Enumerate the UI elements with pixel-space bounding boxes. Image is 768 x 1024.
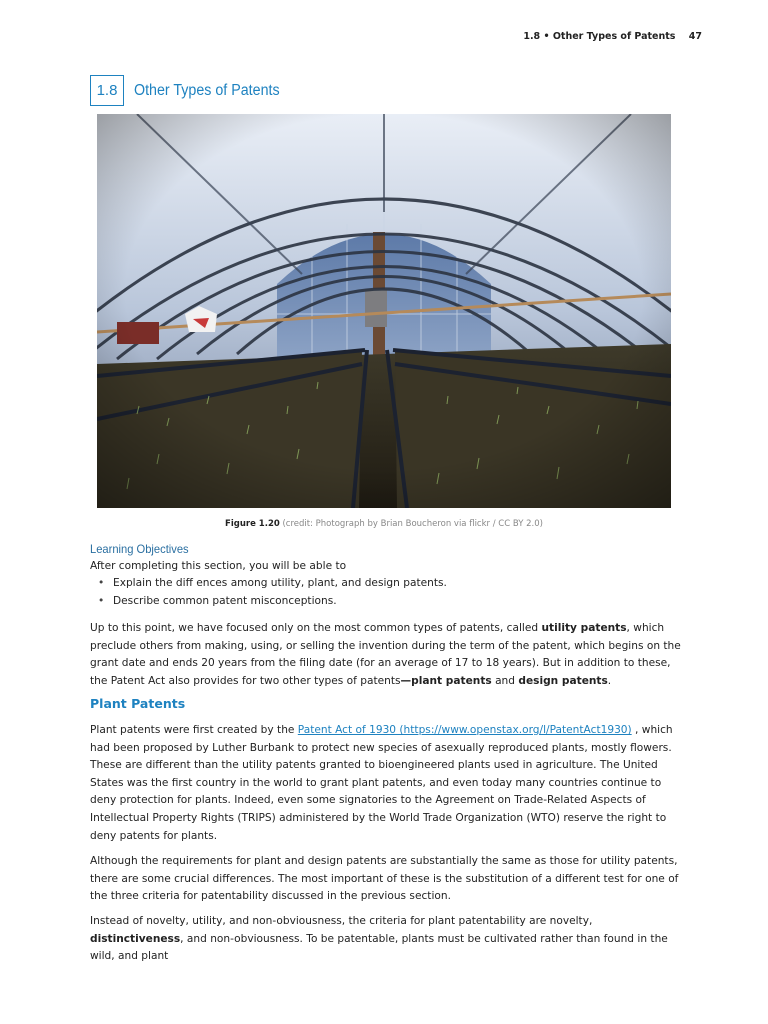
text-run: and (491, 674, 519, 687)
term-design-patents: design patents (518, 674, 608, 687)
figure-label: Figure 1.20 (225, 519, 280, 529)
patent-act-1930-link[interactable]: Patent Act of 1930 (https://www.openstax.org/l/PatentAct1930) (297, 724, 632, 736)
page-number: 47 (688, 31, 702, 42)
plant-patents-paragraph-2: Although the requirements for plant and design patents are substantially the same as those for utility patents, there are some crucial differences. The most important of these is the substitution of a different test for one of the three criteria for patentability discussed in the previous section. (90, 855, 679, 903)
text-run: , which preclude others from making, using, or selling the invention during the term of the patent, which begins on the grant date and ends 20 years from the filing date (for an average of 17 to 18 years). But in addition to these, the Patent Act also provides for two other types of patents (90, 622, 681, 687)
text-run: . (607, 674, 612, 687)
text-run: Instead of novelty, utility, and non-obviousness, the criteria for plant patentability are novelty, (90, 915, 593, 927)
running-header-section: 1.8 • Other Types of Patents (523, 31, 676, 42)
learning-objectives-heading: Learning Objectives (90, 542, 189, 556)
plant-patents-heading: Plant Patents (90, 696, 186, 711)
intro-paragraph (90, 620, 684, 690)
text-run: , and non-obviousness. To be patentable, plants must be cultivated rather than found in the wild, and plant (90, 932, 668, 963)
figure-caption (0, 519, 768, 529)
term-distinctiveness: distinctiveness (90, 932, 181, 945)
learning-objectives-list (96, 575, 447, 610)
list-item: • Explain the diff ences among utility, plant, and design patents. (96, 575, 447, 593)
text-run: , which had been proposed by Luther Burbank to protect new species of asexually reproduced plants, mostly flowers. These are different than the utility patents granted to bioengineered plants used in agriculture. The United States was the first country in the world to grant plant patents, and even today many countries continue to deny protection for plants. Indeed, even some signatories to the Agreement on Trade-Related Aspects of Intellectual Property Rights (TRIPS) administered by the World Trade Organization (WTO) reserve the right to deny patents for plants. (90, 724, 673, 842)
section-number-box: 1.8 (90, 75, 124, 106)
plant-patents-paragraph-3 (90, 913, 684, 966)
figure-credit: (credit: Photograph by Brian Boucheron via flickr / CC BY 2.0) (282, 519, 543, 529)
list-item: • Describe common patent misconceptions. (96, 593, 447, 611)
learning-objectives-intro: After completing this section, you will be able to (90, 560, 347, 572)
greenhouse-photo (97, 114, 671, 508)
term-utility-patents: utility patents (541, 622, 627, 634)
text-run: Up to this point, we have focused only on the most common types of patents, called (90, 622, 542, 634)
running-header (523, 31, 702, 42)
plant-patents-paragraph-1 (90, 722, 684, 845)
section-title: Other Types of Patents (134, 81, 280, 99)
term-plant-patents: —plant patents (400, 674, 492, 687)
text-run: Plant patents were first created by the (90, 724, 298, 736)
greenhouse-illustration (97, 114, 671, 508)
section-heading (90, 75, 292, 106)
